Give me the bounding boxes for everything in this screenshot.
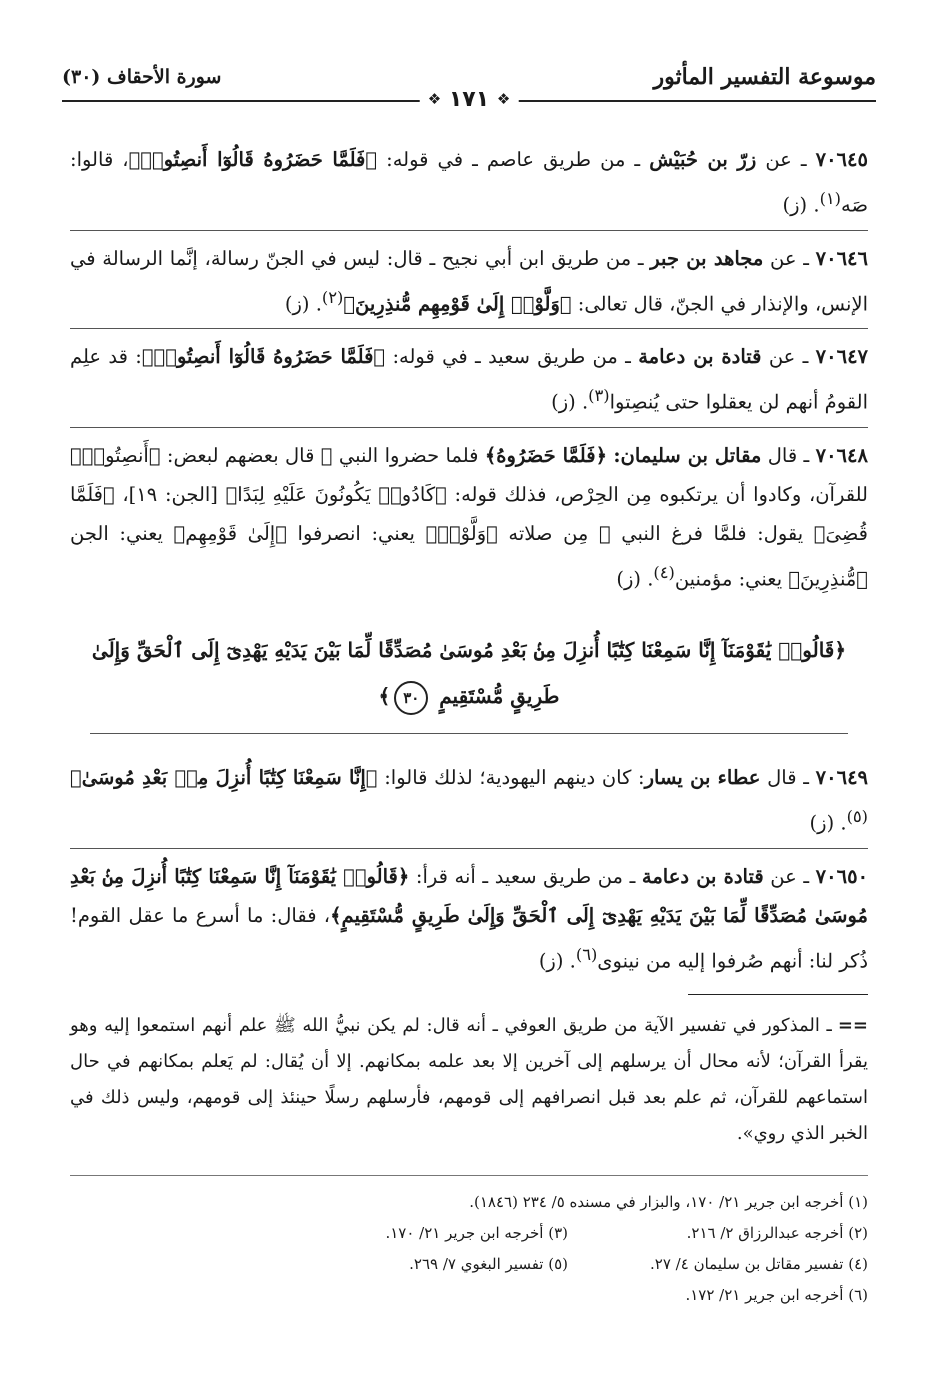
narrator-name: قتادة بن دعامة	[638, 345, 762, 368]
entry-lead: ـ قال	[767, 766, 809, 789]
verse-number: ٣٠	[394, 681, 428, 715]
entry-text-continued: : قد علِم القومُ أنهم لن يعقلوا حتى يُنصِتوا	[70, 345, 868, 414]
entry-lead: ـ عن	[765, 148, 807, 171]
narrator-name: مقاتل بن سليمان:	[613, 443, 762, 467]
footnote-marker[interactable]: (٣)	[588, 386, 610, 405]
narrator-name: قتادة بن دعامة	[641, 864, 764, 888]
source-code: . (ز)	[551, 390, 589, 414]
note-text: ـ المذكور في تفسير الآية من طريق العوفي ـ أنه قال: لم يكن نبيُّ الله ﷺ علم أنهم استمعوا إليه وهو يقرأ القرآن؛ لأنه محال أن يرسلهم إلى آخرين إلا بعد علمه بمكانهم. إلا أن يُقال: لم يَعلم بمكانهم في حال استماعهم للقرآن، ثم علم بعد قبل انصرافهم إلى قومهم، فأرسلهم رسلًا حينئذ إلى قومهم، وليس ذلك في الخبر الذي روي».	[70, 1015, 868, 1144]
section-divider	[688, 994, 868, 995]
footnote-marker[interactable]: (٢)	[321, 287, 344, 307]
source-code: . (ز)	[782, 193, 820, 217]
continuation-mark: ==	[837, 1015, 868, 1036]
quran-quote: ﴿إِنَّا سَمِعْنَا كِتَٰبًا أُنزِلَ مِنۢ بَعْدِ مُوسَىٰ﴾	[70, 766, 378, 789]
book-title: موسوعة التفسير المأثور	[653, 64, 876, 90]
footnote-marker[interactable]: (٦)	[575, 944, 598, 964]
quran-quote: ﴿قَالُوا۟ يَٰقَوْمَنَآ إِنَّا سَمِعْنَا كِتَٰبًا أُنزِلَ مِنۢ بَعْدِ مُوسَىٰ مُصَدِّقًا لِّمَا بَيْنَ يَدَيْهِ يَهْدِىٓ إِلَى ٱلْحَقِّ وَإِلَىٰ طَرِيقٍ مُّسْتَقِيمٍ﴾	[70, 864, 868, 927]
footnote: (٣) أخرجه ابن جرير ٢١/ ١٧٠.	[385, 1224, 568, 1242]
entry-lead: ـ عن	[768, 345, 809, 368]
entry-text: ـ من طريق سعيد ـ أنه قرأ:	[415, 864, 636, 888]
entry-lead: ـ عن	[770, 864, 810, 888]
entry-number: ٧٠٦٤٥	[815, 148, 868, 171]
narration-entry	[70, 140, 868, 231]
footnote: (٥) تفسير البغوي ٧/ ٢٦٩.	[409, 1255, 568, 1273]
commentary-note	[70, 1008, 868, 1152]
narrator-name: عطاء بن يسار	[644, 766, 761, 789]
footnote-marker[interactable]: (١)	[819, 189, 841, 208]
footnote-row	[70, 1187, 868, 1218]
entry-text-continued: ، قالوا: صَه	[70, 148, 868, 217]
footnote-row	[70, 1218, 868, 1249]
entry-lead: ـ قال	[767, 443, 810, 467]
entry-lead: ـ عن	[770, 246, 809, 270]
footnote-row	[70, 1280, 868, 1311]
footnotes	[70, 1187, 868, 1311]
verse-text: ﴿قَالُوا۟ يَٰقَوْمَنَآ إِنَّا سَمِعْنَا كِتَٰبًا أُنزِلَ مِنۢ بَعْدِ مُوسَىٰ مُصَدِّقًا لِّمَا بَيْنَ يَدَيْهِ يَهْدِىٓ إِلَى ٱلْحَقِّ وَإِلَىٰ طَرِيقٍ مُّسْتَقِيمٍ	[91, 638, 847, 708]
entry-number: ٧٠٦٤٨	[815, 443, 868, 467]
ornament-icon: ❖	[427, 90, 442, 108]
narration-entry	[70, 436, 868, 604]
quran-quote: ﴿فَلَمَّا حَضَرُوهُ قَالُوٓا أَنصِتُوا۟﴾	[128, 148, 378, 171]
source-code: . (ز)	[538, 949, 576, 972]
page-number: ١٧١	[448, 87, 490, 112]
footnote: (٤) تفسير مقاتل بن سليمان ٤/ ٢٧.	[650, 1255, 868, 1273]
entry-text: ـ من طريق سعيد ـ في قوله:	[392, 345, 631, 368]
entry-number: ٧٠٦٤٧	[815, 345, 869, 368]
footnote: (٢) أخرجه عبدالرزاق ٢/ ٢١٦.	[686, 1224, 868, 1242]
quran-quote: ﴿وَلَّوْا۟ إِلَىٰ قَوْمِهِم مُّنذِرِينَ﴾	[343, 292, 572, 315]
footnote: (٦) أخرجه ابن جرير ٢١/ ١٧٢.	[685, 1286, 868, 1304]
entry-text-continued: ، فقال: ما أسرع ما عقل القوم! ذُكر لنا: أنهم صُرفوا إليه من نينوى	[70, 903, 868, 972]
footnote-marker[interactable]: (٤)	[653, 562, 675, 582]
entry-text: ـ من طريق ابن أبي نجيح ـ قال: ليس في الجنّ رسالة، إنَّما الرسالة في الإنس، والإنذار في الجنّ، قال تعالى:	[70, 246, 868, 315]
narration-entry	[70, 239, 868, 330]
narration-entry	[70, 857, 868, 986]
main-text	[70, 140, 868, 993]
narration-entry	[70, 758, 868, 849]
footnote: (١) أخرجه ابن جرير ٢١/ ١٧٠، والبزار في مسنده ٥/ ٢٣٤ (١٨٤٦).	[469, 1193, 868, 1211]
page-number-badge	[420, 87, 519, 112]
footnotes-rule	[70, 1175, 868, 1176]
quran-quote: ﴿فَلَمَّا حَضَرُوهُ﴾	[484, 443, 607, 467]
entry-text: : كان دينهم اليهودية؛ لذلك قالوا:	[384, 766, 645, 789]
narrator-name: مجاهد بن جبر	[650, 246, 764, 270]
narrator-name: زرّ بن حُبَيْش	[649, 148, 757, 171]
footnote-row	[70, 1249, 868, 1280]
surah-label: سورة الأحقاف (٣٠)	[62, 66, 222, 88]
verse-block	[90, 627, 848, 734]
source-code: . (ز)	[616, 567, 654, 590]
narration-entry	[70, 337, 868, 428]
footnote-marker[interactable]: (٥)	[846, 807, 868, 826]
entry-text: ـ من طريق عاصم ـ في قوله:	[386, 148, 641, 171]
running-header	[62, 60, 876, 112]
quran-quote: ﴿فَلَمَّا حَضَرُوهُ قَالُوٓا أَنصِتُوا۟﴾	[141, 345, 386, 368]
source-code: . (ز)	[284, 292, 322, 315]
ornament-icon: ❖	[496, 90, 511, 108]
source-code: . (ز)	[809, 811, 847, 835]
verse-close-bracket: ﴾	[378, 684, 391, 708]
entry-text-continued: فلما حضروا النبي ﷺ قال بعضهم لبعض: ﴿أَنصِتُوا۟﴾ للقرآن، وكادوا أن يرتكبوه مِن الحِرْص، فذلك قوله: ﴿كَادُوا۟ يَكُونُونَ عَلَيْهِ لِبَدًا﴾ [الجن: ١٩]، ﴿فَلَمَّا قُضِىَ﴾ يقول: فلمَّا فرغ النبي ﷺ مِن صلاته ﴿وَلَّوْا۟﴾ يعني: انصرفوا ﴿إِلَىٰ قَوْمِهِم﴾ يعني: الجن ﴿مُّنذِرِينَ﴾ يعني: مؤمنين	[70, 443, 868, 590]
entry-number: ٧٠٦٥٠	[815, 864, 869, 888]
entry-number: ٧٠٦٤٩	[815, 766, 869, 789]
entry-number: ٧٠٦٤٦	[815, 246, 869, 270]
